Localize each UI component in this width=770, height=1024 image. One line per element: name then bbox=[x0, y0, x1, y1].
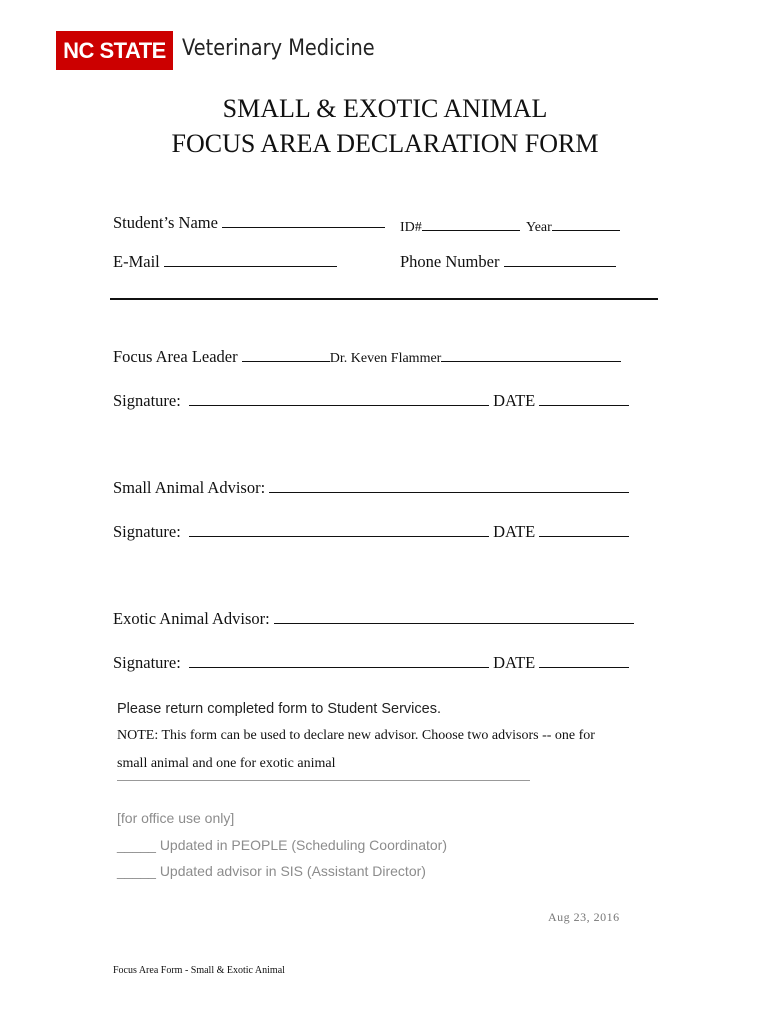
small-advisor-signature-field[interactable] bbox=[189, 522, 489, 537]
phone-row bbox=[400, 252, 616, 272]
section-divider bbox=[110, 298, 658, 300]
email-field[interactable] bbox=[164, 252, 337, 267]
signature-label: Signature: bbox=[113, 391, 181, 410]
footer-date: Aug 23, 2016 bbox=[548, 910, 620, 924]
small-advisor-date-field[interactable] bbox=[539, 522, 629, 537]
note-line1: NOTE: This form can be used to declare new advisor. Choose two advisors -- one for bbox=[117, 728, 595, 743]
exotic-advisor-label: Exotic Animal Advisor: bbox=[113, 609, 270, 628]
focus-leader-signature-field[interactable] bbox=[189, 391, 489, 406]
id-label: ID# bbox=[400, 220, 422, 235]
year-field[interactable] bbox=[552, 216, 620, 231]
office-use-item-people: _____ Updated in PEOPLE (Scheduling Coordinator) bbox=[117, 837, 447, 853]
focus-leader-blank bbox=[242, 347, 330, 362]
focus-leader-signature-row bbox=[113, 391, 629, 411]
logo-unit: Veterinary Medicine bbox=[182, 36, 375, 61]
exotic-advisor-row bbox=[113, 609, 634, 629]
student-name-field[interactable] bbox=[222, 213, 385, 228]
email-row bbox=[113, 252, 337, 272]
small-advisor-field[interactable] bbox=[269, 478, 629, 493]
focus-leader-value: Dr. Keven Flammer bbox=[329, 351, 442, 366]
exotic-advisor-field[interactable] bbox=[274, 609, 634, 624]
small-advisor-signature-row bbox=[113, 522, 629, 542]
id-row bbox=[400, 216, 520, 236]
exotic-advisor-signature-field[interactable] bbox=[189, 653, 489, 668]
office-use-item-sis: _____ Updated advisor in SIS (Assistant Director) bbox=[117, 863, 426, 879]
exotic-advisor-date-field[interactable] bbox=[539, 653, 629, 668]
footer-form-name: Focus Area Form - Small & Exotic Animal bbox=[113, 965, 285, 976]
exotic-advisor-signature-row bbox=[113, 653, 629, 673]
student-name-row bbox=[113, 213, 385, 233]
year-row bbox=[526, 216, 620, 236]
small-advisor-label: Small Animal Advisor: bbox=[113, 478, 266, 497]
signature-label: Signature: bbox=[113, 653, 181, 672]
nc-state-logo bbox=[56, 31, 173, 70]
form-title-line1: SMALL & EXOTIC ANIMAL bbox=[222, 94, 548, 123]
form-title-line2: FOCUS AREA DECLARATION FORM bbox=[171, 129, 599, 158]
focus-leader-label: Focus Area Leader bbox=[113, 347, 238, 366]
focus-leader-row bbox=[113, 347, 621, 367]
small-advisor-row bbox=[113, 478, 629, 498]
id-field[interactable] bbox=[422, 216, 520, 231]
note-divider bbox=[117, 780, 530, 781]
logo-brand: NC STATE bbox=[63, 37, 166, 63]
phone-field[interactable] bbox=[504, 252, 616, 267]
student-name-label: Student’s Name bbox=[113, 213, 218, 232]
date-label: DATE bbox=[493, 522, 536, 541]
date-label: DATE bbox=[493, 653, 536, 672]
date-label: DATE bbox=[493, 391, 536, 410]
return-instructions: Please return completed form to Student Services. bbox=[117, 701, 441, 717]
year-label: Year bbox=[526, 220, 552, 235]
email-label: E-Mail bbox=[113, 252, 160, 271]
note-line2: small animal and one for exotic animal bbox=[117, 756, 336, 771]
office-use-header: [for office use only] bbox=[117, 810, 235, 826]
focus-leader-date-field[interactable] bbox=[539, 391, 629, 406]
focus-leader-field[interactable] bbox=[441, 347, 621, 362]
signature-label: Signature: bbox=[113, 522, 181, 541]
phone-label: Phone Number bbox=[400, 252, 500, 271]
